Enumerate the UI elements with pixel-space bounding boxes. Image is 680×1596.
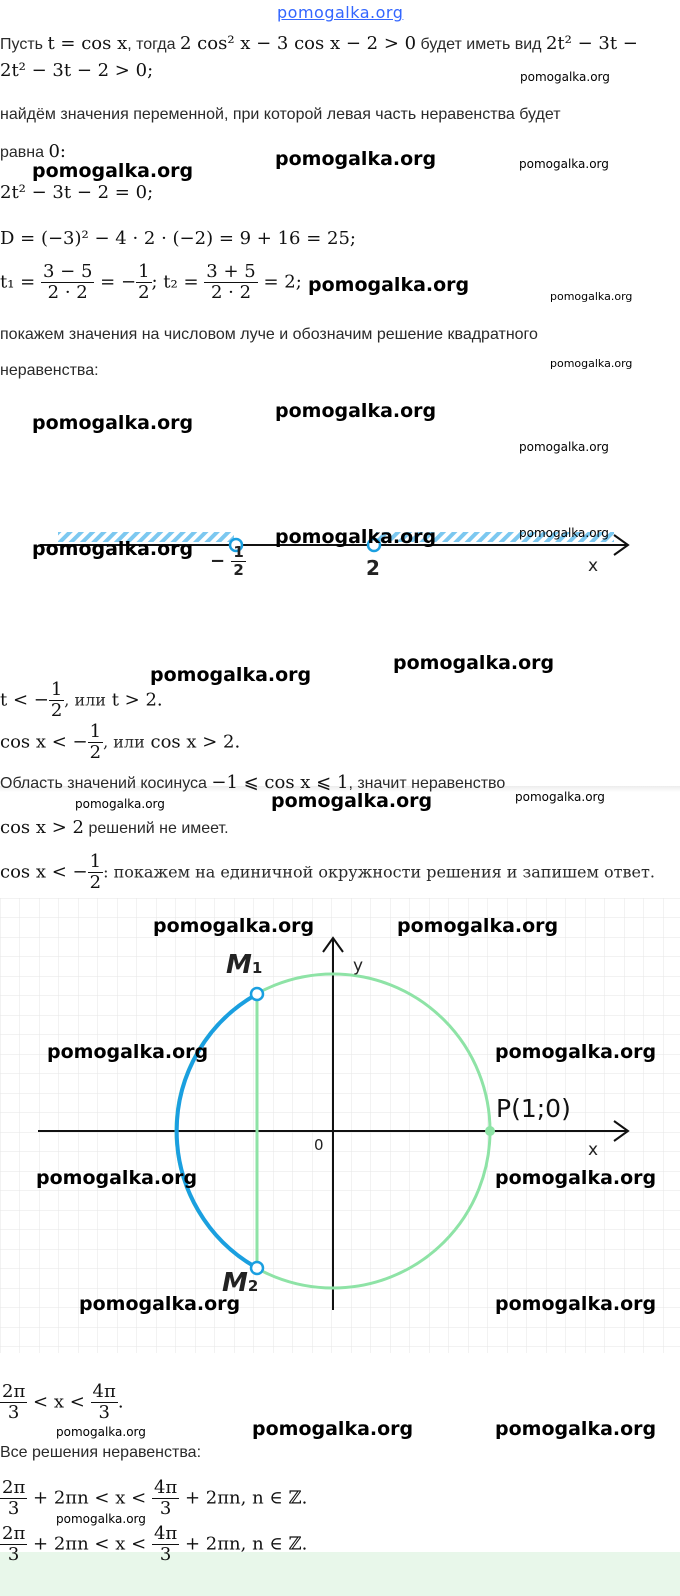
label-m1-sub: 1 [251,959,263,977]
label-p: P(1;0) [496,1094,571,1123]
t-solution-a: t < − [0,689,49,711]
discriminant: D = (−3)² − 4 · 2 · (−2) = 9 + 16 = 25; [0,228,356,249]
cos-solution-den: 2 [89,741,102,763]
t-solution-num: 1 [50,679,63,700]
t-solution-or: , или [64,690,106,710]
t2-fraction [204,262,257,303]
interval-end: . [117,1391,124,1413]
watermark: pomogalka.org [75,797,165,811]
number-line-x-label: x [588,556,599,576]
watermark: pomogalka.org [79,1293,241,1315]
final-frac-right [152,1524,179,1565]
t1-fraction [41,262,94,303]
label-m1 [226,950,262,980]
general-den-right: 3 [159,1497,172,1519]
quadratic-equation: 2t² − 3t − 2 = 0; [0,182,154,203]
general-frac-left [0,1478,27,1519]
label-neg-half [210,544,246,578]
watermark: pomogalka.org [275,148,437,170]
label-m2-letter: M [222,1268,248,1298]
label-two: 2 [366,556,380,580]
range-b: −1 ⩽ cos x ⩽ 1 [211,772,349,793]
watermark: pomogalka.org [519,440,609,454]
t1-num: 3 − 5 [43,261,93,282]
watermark: pomogalka.org [393,652,555,674]
label-x-axis: x [588,1140,599,1160]
interval-frac-right [91,1382,118,1423]
label-neg-frac [231,544,245,578]
point-m1 [251,988,263,1000]
point-p [485,1126,495,1136]
cos-solution-num: 1 [89,721,102,742]
original-inequality: 2 cos² x − 3 cos x − 2 > 0 [179,33,417,54]
grid-background [0,898,680,1353]
no-solution-line [0,817,229,838]
general-mid: + 2πn < x < [33,1487,147,1509]
equal-zero-line [0,141,66,162]
new-inequality-start: 2t² − 3t − [545,33,638,54]
t1-den: 2 · 2 [47,281,88,303]
range-a: Область значений косинуса [0,775,207,792]
general-solution [0,1478,307,1519]
label-y-axis: y [353,956,364,976]
general-frac-right [152,1478,179,1519]
watermark: pomogalka.org [495,1418,657,1440]
watermark: pomogalka.org [275,526,437,548]
show-den: 2 [89,871,102,893]
watermark: pomogalka.org [520,70,610,84]
interval-den-left: 3 [7,1401,20,1423]
final-den-right: 3 [159,1543,172,1565]
watermark: pomogalka.org [56,1512,146,1526]
show-circle-line [0,852,655,893]
general-den-left: 3 [7,1497,20,1519]
unit-circle-figure [0,898,680,1353]
t1-eq: = − [100,271,137,293]
label-neg-minus: − [210,550,226,572]
watermark: pomogalka.org [495,1293,657,1315]
watermark: pomogalka.org [47,1041,209,1063]
t-solution-frac [49,680,64,721]
interval-frac-left [0,1382,27,1423]
watermark: pomogalka.org [153,915,315,937]
interval-mid: < x < [33,1391,85,1413]
t2-num: 3 + 5 [206,261,256,282]
intro-line [0,33,638,54]
watermark: pomogalka.org [515,790,605,804]
t-solution-den: 2 [50,699,63,721]
roots-line [0,262,302,303]
watermark: pomogalka.org [275,400,437,422]
label-m2-sub: 2 [247,1277,259,1295]
watermark: pomogalka.org [32,538,194,560]
watermark: pomogalka.org [519,157,609,171]
interval-num-left: 2π [2,1381,26,1402]
watermark: pomogalka.org [150,664,312,686]
watermark: pomogalka.org [519,526,609,540]
no-solution-a: cos x > 2 [0,817,85,838]
final-num-left: 2π [2,1523,26,1544]
general-num-left: 2π [2,1477,26,1498]
show-b: : покажем на единичной окружности решения и запишем ответ. [103,862,655,882]
watermark: pomogalka.org [550,357,633,370]
watermark: pomogalka.org [495,1041,657,1063]
interval-den-right: 3 [98,1401,110,1423]
label-m1-letter: M [226,950,252,980]
find-values-line: найдём значения переменной, при которой левая часть неравенства будет [0,106,561,123]
all-solutions-text: Все решения неравенства: [0,1444,202,1461]
t-solution-line [0,680,163,721]
substitution: t = cos x [47,33,128,54]
t-solution-c: t > 2. [111,689,163,711]
label-origin: 0 [314,1136,324,1154]
equal-zero-value: 0: [48,141,67,162]
cos-solution-line [0,722,240,763]
final-end: + 2πn, n ∈ ℤ. [184,1533,308,1555]
intro-mid: , тогда [127,36,176,53]
label-neg-den: 2 [233,560,244,579]
final-num-right: 4π [153,1523,178,1544]
equal-zero-text: равна [0,144,45,161]
site-header-link[interactable]: pomogalka.org [277,3,404,22]
watermark: pomogalka.org [495,1167,657,1189]
watermark: pomogalka.org [252,1418,414,1440]
t2-result: = 2; [263,271,302,293]
t2-den: 2 · 2 [210,281,252,303]
t1-result-fraction [136,262,151,303]
cos-solution-c: cos x > 2. [150,731,241,753]
quadratic-inequality: 2t² − 3t − 2 > 0; [0,60,154,81]
no-solution-b: решений не имеет. [88,820,229,837]
watermark: pomogalka.org [397,915,559,937]
t1-result-den: 2 [138,281,150,303]
cos-solution-frac [88,722,103,763]
show-frac [88,852,103,893]
watermark: pomogalka.org [32,412,194,434]
watermark: pomogalka.org [56,1425,146,1439]
final-den-left: 3 [7,1543,20,1565]
final-answer [0,1524,307,1565]
interval-num-right: 4π [92,1381,116,1402]
general-num-right: 4π [153,1477,178,1498]
final-mid: + 2πn < x < [33,1533,147,1555]
interval-answer [0,1382,124,1423]
final-frac-left [0,1524,27,1565]
show-on-line-text: покажем значения на числовом луче и обозначим решение квадратного [0,326,538,343]
watermark: pomogalka.org [271,790,433,812]
cos-solution-a: cos x < − [0,731,88,753]
label-neg-num: 1 [233,543,244,561]
general-end: + 2πn, n ∈ ℤ. [184,1487,308,1509]
watermark: pomogalka.org [32,160,194,182]
inequality-colon: неравенства: [0,362,99,379]
show-a: cos x < − [0,861,88,883]
cos-solution-or: , или [103,732,145,752]
intro-will: будет иметь вид [420,36,542,53]
t1-label: t₁ = [0,271,36,293]
t1-result-num: 1 [138,261,150,282]
watermark: pomogalka.org [550,290,633,303]
t2-label: ; t₂ = [151,271,199,293]
range-c: , значит неравенство [348,775,506,792]
watermark: pomogalka.org [308,274,470,296]
show-num: 1 [89,851,102,872]
intro-prefix: Пусть [0,36,43,53]
watermark: pomogalka.org [36,1167,198,1189]
